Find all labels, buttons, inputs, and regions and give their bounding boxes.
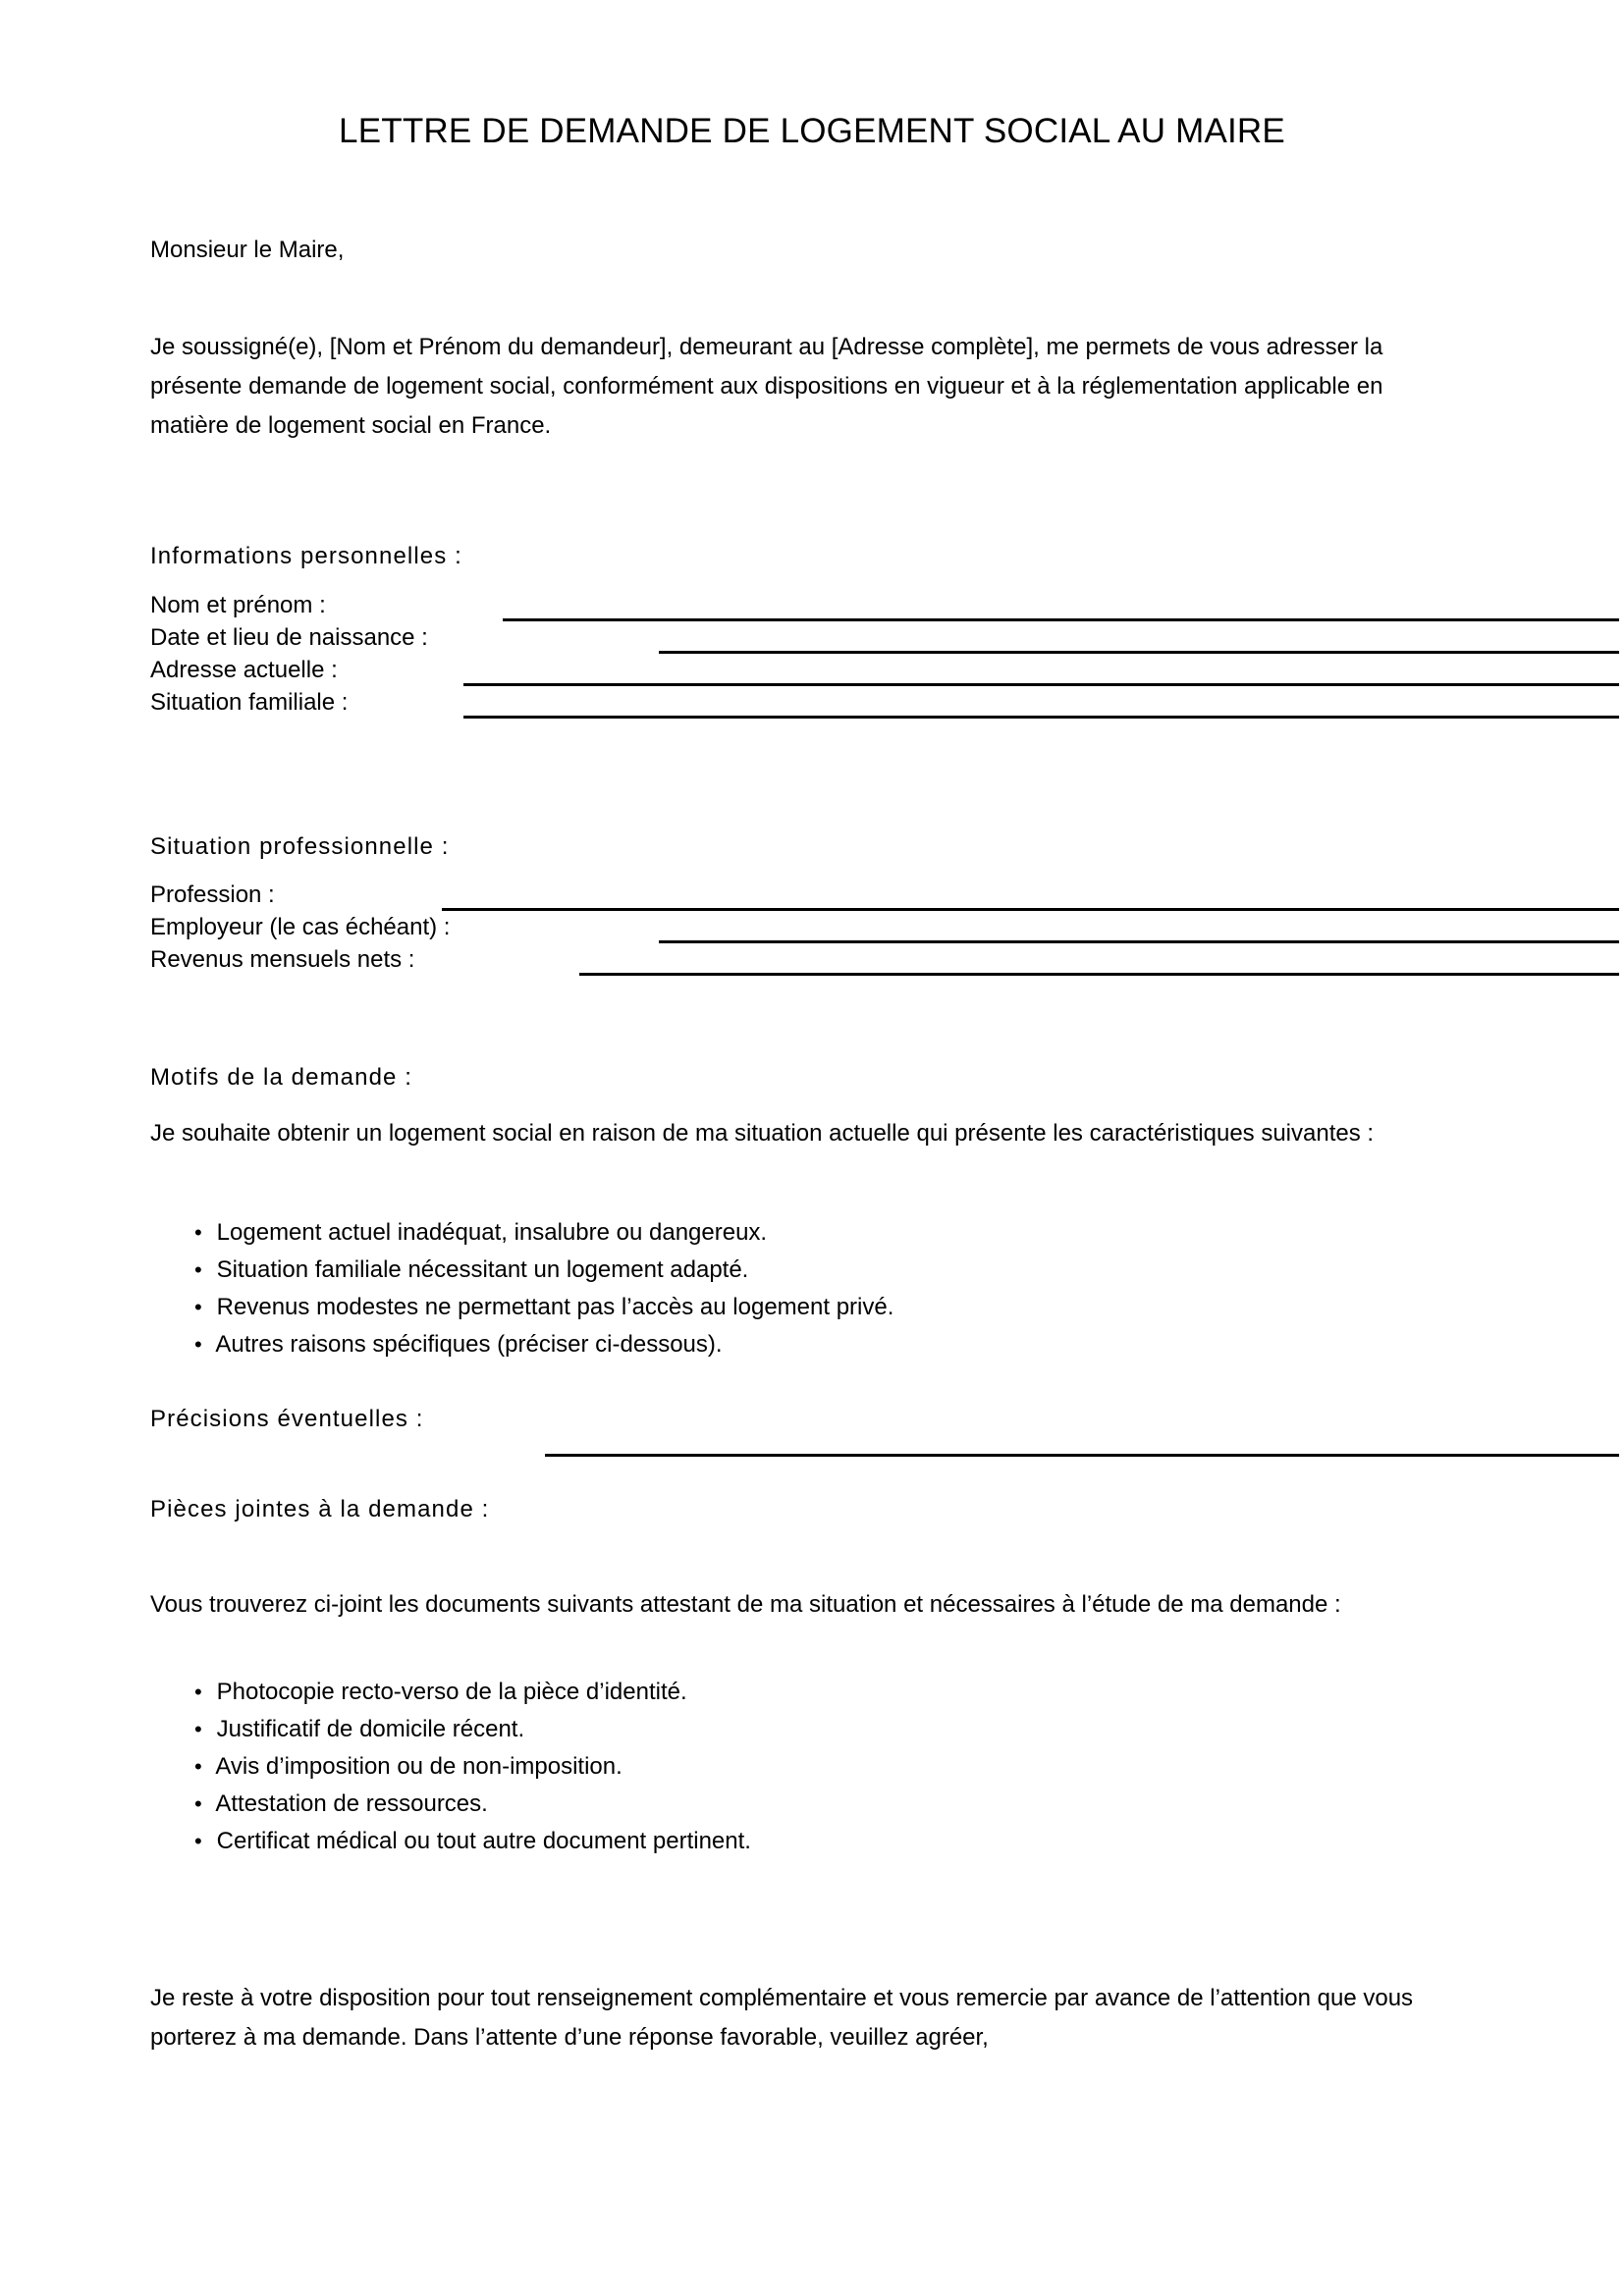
list-item	[194, 1711, 751, 1748]
field-input-revenus-mensuels-nets[interactable]	[579, 973, 1619, 976]
closing-paragraph: Je reste à votre disposition pour tout renseignement complémentaire et vous remercie par avance de l’attention que vous porterez à ma demande. Dans l’attente d’une réponse favorable, veuillez agréer,	[150, 1985, 1414, 2051]
intro-paragraph: Je soussigné(e), [Nom et Prénom du demandeur], demeurant au [Adresse complète], me permets de vous adresser la présente demande de logement social, conformément aux dispositions en vigueur et à la réglementation applicable en matière de logement social en France.	[150, 334, 1383, 439]
bullet-icon: •	[194, 1220, 202, 1245]
bullet-icon: •	[194, 1829, 202, 1853]
list-item-label: Autres raisons spécifiques (préciser ci-dessous).	[215, 1331, 723, 1358]
list-item	[194, 1252, 893, 1289]
list-item	[194, 1748, 751, 1786]
field-label-employeur: Employeur (le cas échéant) :	[150, 914, 451, 940]
attachments-intro-paragraph: Vous trouverez ci-joint les documents suivants attestant de ma situation et nécessaires à l’étude de ma demande :	[150, 1591, 1341, 1618]
field-input-situation-familiale[interactable]	[463, 716, 1619, 719]
section-heading-professional-situation: Situation professionnelle :	[150, 833, 450, 860]
field-label-situation-familiale: Situation familiale :	[150, 689, 349, 716]
field-label-date-lieu-naissance: Date et lieu de naissance :	[150, 624, 428, 651]
field-input-employeur[interactable]	[659, 940, 1619, 943]
list-item-label: Certificat médical ou tout autre document pertinent.	[216, 1828, 751, 1854]
motifs-bullet-list	[194, 1214, 893, 1363]
bullet-icon: •	[194, 1754, 202, 1779]
field-label-adresse-actuelle: Adresse actuelle :	[150, 657, 338, 683]
list-item	[194, 1786, 751, 1823]
bullet-icon: •	[194, 1332, 202, 1357]
field-input-nom-prenom[interactable]	[503, 618, 1619, 621]
section-heading-personal-information: Informations personnelles :	[150, 543, 462, 569]
page-title: LETTRE DE DEMANDE DE LOGEMENT SOCIAL AU MAIRE	[339, 112, 1285, 150]
list-item-label: Avis d’imposition ou de non-imposition.	[215, 1753, 623, 1780]
field-input-profession[interactable]	[442, 908, 1619, 911]
bullet-icon: •	[194, 1680, 202, 1704]
bullet-icon: •	[194, 1295, 202, 1319]
list-item-label: Situation familiale nécessitant un logement adapté.	[216, 1256, 749, 1283]
bullet-icon: •	[194, 1257, 202, 1282]
field-label-revenus-mensuels-nets: Revenus mensuels nets :	[150, 946, 415, 973]
bullet-icon: •	[194, 1717, 202, 1741]
field-input-precisions[interactable]	[545, 1454, 1619, 1457]
list-item-label: Logement actuel inadéquat, insalubre ou dangereux.	[216, 1219, 768, 1246]
list-item	[194, 1289, 893, 1326]
field-input-date-lieu-naissance[interactable]	[659, 651, 1619, 654]
motifs-intro-paragraph: Je souhaite obtenir un logement social en raison de ma situation actuelle qui présente les caractéristiques suivantes :	[150, 1120, 1375, 1147]
section-heading-precisions: Précisions éventuelles :	[150, 1406, 424, 1432]
list-item	[194, 1326, 893, 1363]
attachments-bullet-list	[194, 1674, 751, 1860]
bullet-icon: •	[194, 1791, 202, 1816]
section-heading-motifs: Motifs de la demande :	[150, 1064, 413, 1091]
list-item-label: Justificatif de domicile récent.	[216, 1716, 525, 1742]
salutation-text: Monsieur le Maire,	[150, 237, 345, 263]
list-item	[194, 1823, 751, 1860]
list-item-label: Revenus modestes ne permettant pas l’accès au logement privé.	[216, 1294, 894, 1320]
section-heading-attachments: Pièces jointes à la demande :	[150, 1496, 490, 1522]
field-label-profession: Profession :	[150, 881, 275, 908]
list-item	[194, 1214, 893, 1252]
field-input-adresse-actuelle[interactable]	[463, 683, 1619, 686]
field-label-nom-prenom: Nom et prénom :	[150, 592, 326, 618]
list-item-label: Photocopie recto-verso de la pièce d’identité.	[216, 1679, 687, 1705]
list-item	[194, 1674, 751, 1711]
list-item-label: Attestation de ressources.	[215, 1790, 488, 1817]
